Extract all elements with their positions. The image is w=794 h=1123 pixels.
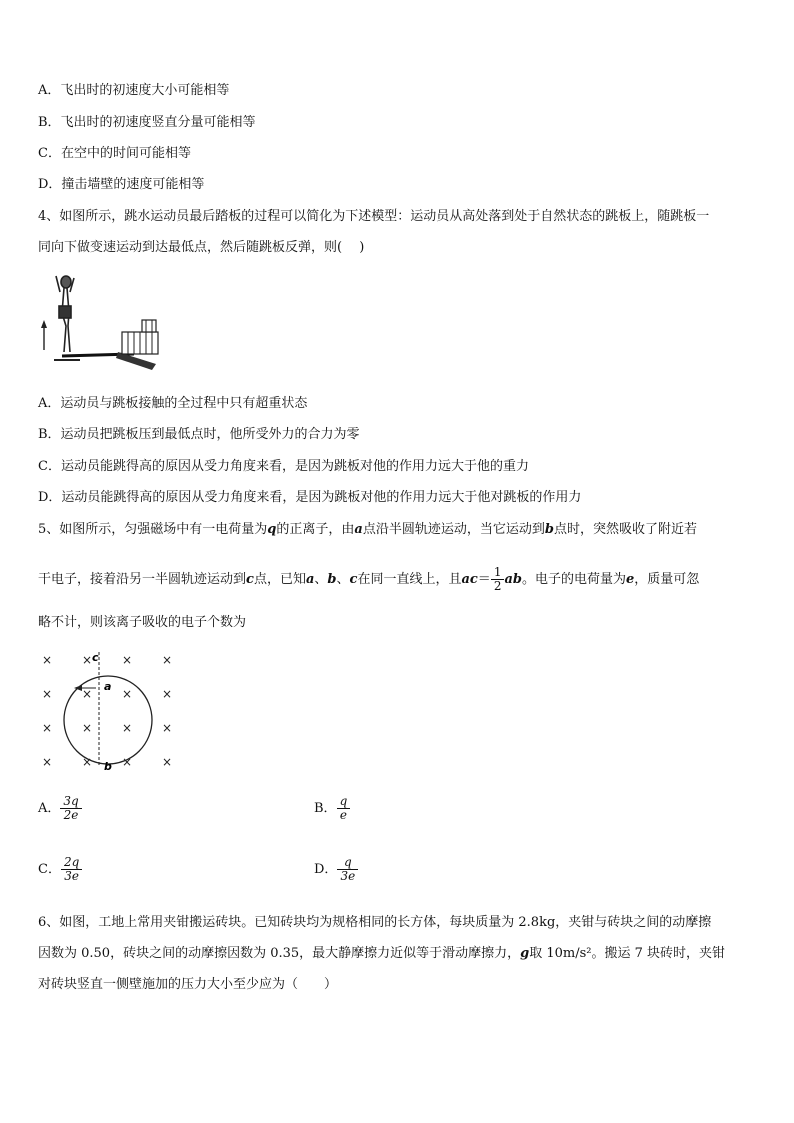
field-x-mark: ×	[162, 653, 173, 667]
field-x-mark: ×	[82, 653, 93, 667]
label-b: b	[104, 760, 112, 773]
q5-option-d: D． $\frac{q}{3e}$	[314, 856, 358, 883]
q5-text-line1: 5、如图所示，匀强磁场中有一电荷量为q的正离子，由a点沿半圆轨迹运动，当它运动到b点时，突然吸收了附近若	[38, 522, 697, 537]
field-x-mark: ×	[42, 687, 53, 701]
field-x-mark: ×	[122, 755, 133, 769]
q4-text-line1: 4、如图所示，跳水运动员最后踏板的过程可以简化为下述模型：运动员从高处落到处于自然状态的跳板上，随跳板一	[38, 209, 710, 224]
field-x-mark: ×	[122, 721, 133, 735]
field-x-marks	[42, 653, 172, 769]
field-x-mark: ×	[42, 653, 53, 667]
field-x-mark: ×	[42, 721, 53, 735]
q3-option-c: C．在空中的时间可能相等	[38, 146, 191, 161]
q3-option-a: A．飞出时的初速度大小可能相等	[38, 83, 230, 98]
q6-text-line3: 对砖块竖直一侧壁施加的压力大小至少应为（ ）	[38, 977, 338, 992]
q3-option-b: B．飞出时的初速度竖直分量可能相等	[38, 115, 256, 130]
field-x-mark: ×	[82, 721, 93, 735]
field-x-mark: ×	[122, 687, 133, 701]
magnetic-field-figure	[36, 646, 176, 774]
q6-text-line1: 6、如图，工地上常用夹钳搬运砖块。已知砖块均为规格相同的长方体，每块质量为 2.8kg，夹钳与砖块之间的动摩擦	[38, 915, 712, 930]
q4-text-line2: 同向下做变速运动到达最低点，然后随跳板反弹，则( )	[38, 240, 365, 255]
q4-option-b: B．运动员把跳板压到最低点时，他所受外力的合力为零	[38, 427, 360, 442]
q4-option-c: C．运动员能跳得高的原因从受力角度来看，是因为跳板对他的作用力远大于他的重力	[38, 459, 529, 474]
q4-option-a: A．运动员与跳板接触的全过程中只有超重状态	[38, 396, 308, 411]
field-x-mark: ×	[82, 755, 93, 769]
label-c: c	[92, 651, 99, 664]
field-x-mark: ×	[162, 721, 173, 735]
field-x-mark: ×	[162, 687, 173, 701]
half-fraction: $\frac{1}{2}$	[491, 566, 505, 593]
q5-option-b: B． $\frac{q}{e}$	[314, 795, 350, 822]
field-x-mark: ×	[82, 687, 93, 701]
field-x-mark: ×	[42, 755, 53, 769]
q5-option-c: C． $\frac{2q}{3e}$	[38, 856, 82, 883]
q5-text-line3: 略不计，则该离子吸收的电子个数为	[38, 615, 247, 630]
field-x-mark: ×	[162, 755, 173, 769]
field-x-mark: ×	[122, 653, 133, 667]
q5-option-a: A． $\frac{3q}{2e}$	[38, 795, 82, 822]
q4-option-d: D．运动员能跳得高的原因从受力角度来看，是因为跳板对他的作用力远大于他对跳板的作用力	[38, 490, 582, 505]
label-a: a	[104, 680, 112, 693]
q6-text-line2: 因数为 0.50，砖块之间的动摩擦因数为 0.35，最大静摩擦力近似等于滑动摩擦力，g取 10m/s²。搬运 7 块砖时，夹钳	[38, 946, 726, 961]
diver-springboard-figure	[38, 268, 163, 380]
q5-text-line2: 干电子，接着沿另一半圆轨迹运动到c点，已知a、b、c在同一直线上，且ac＝ $\frac{1}{2}$ ab。电子的电荷量为e，质量可忽	[38, 565, 700, 593]
q3-option-d: D．撞击墙壁的速度可能相等	[38, 177, 205, 192]
